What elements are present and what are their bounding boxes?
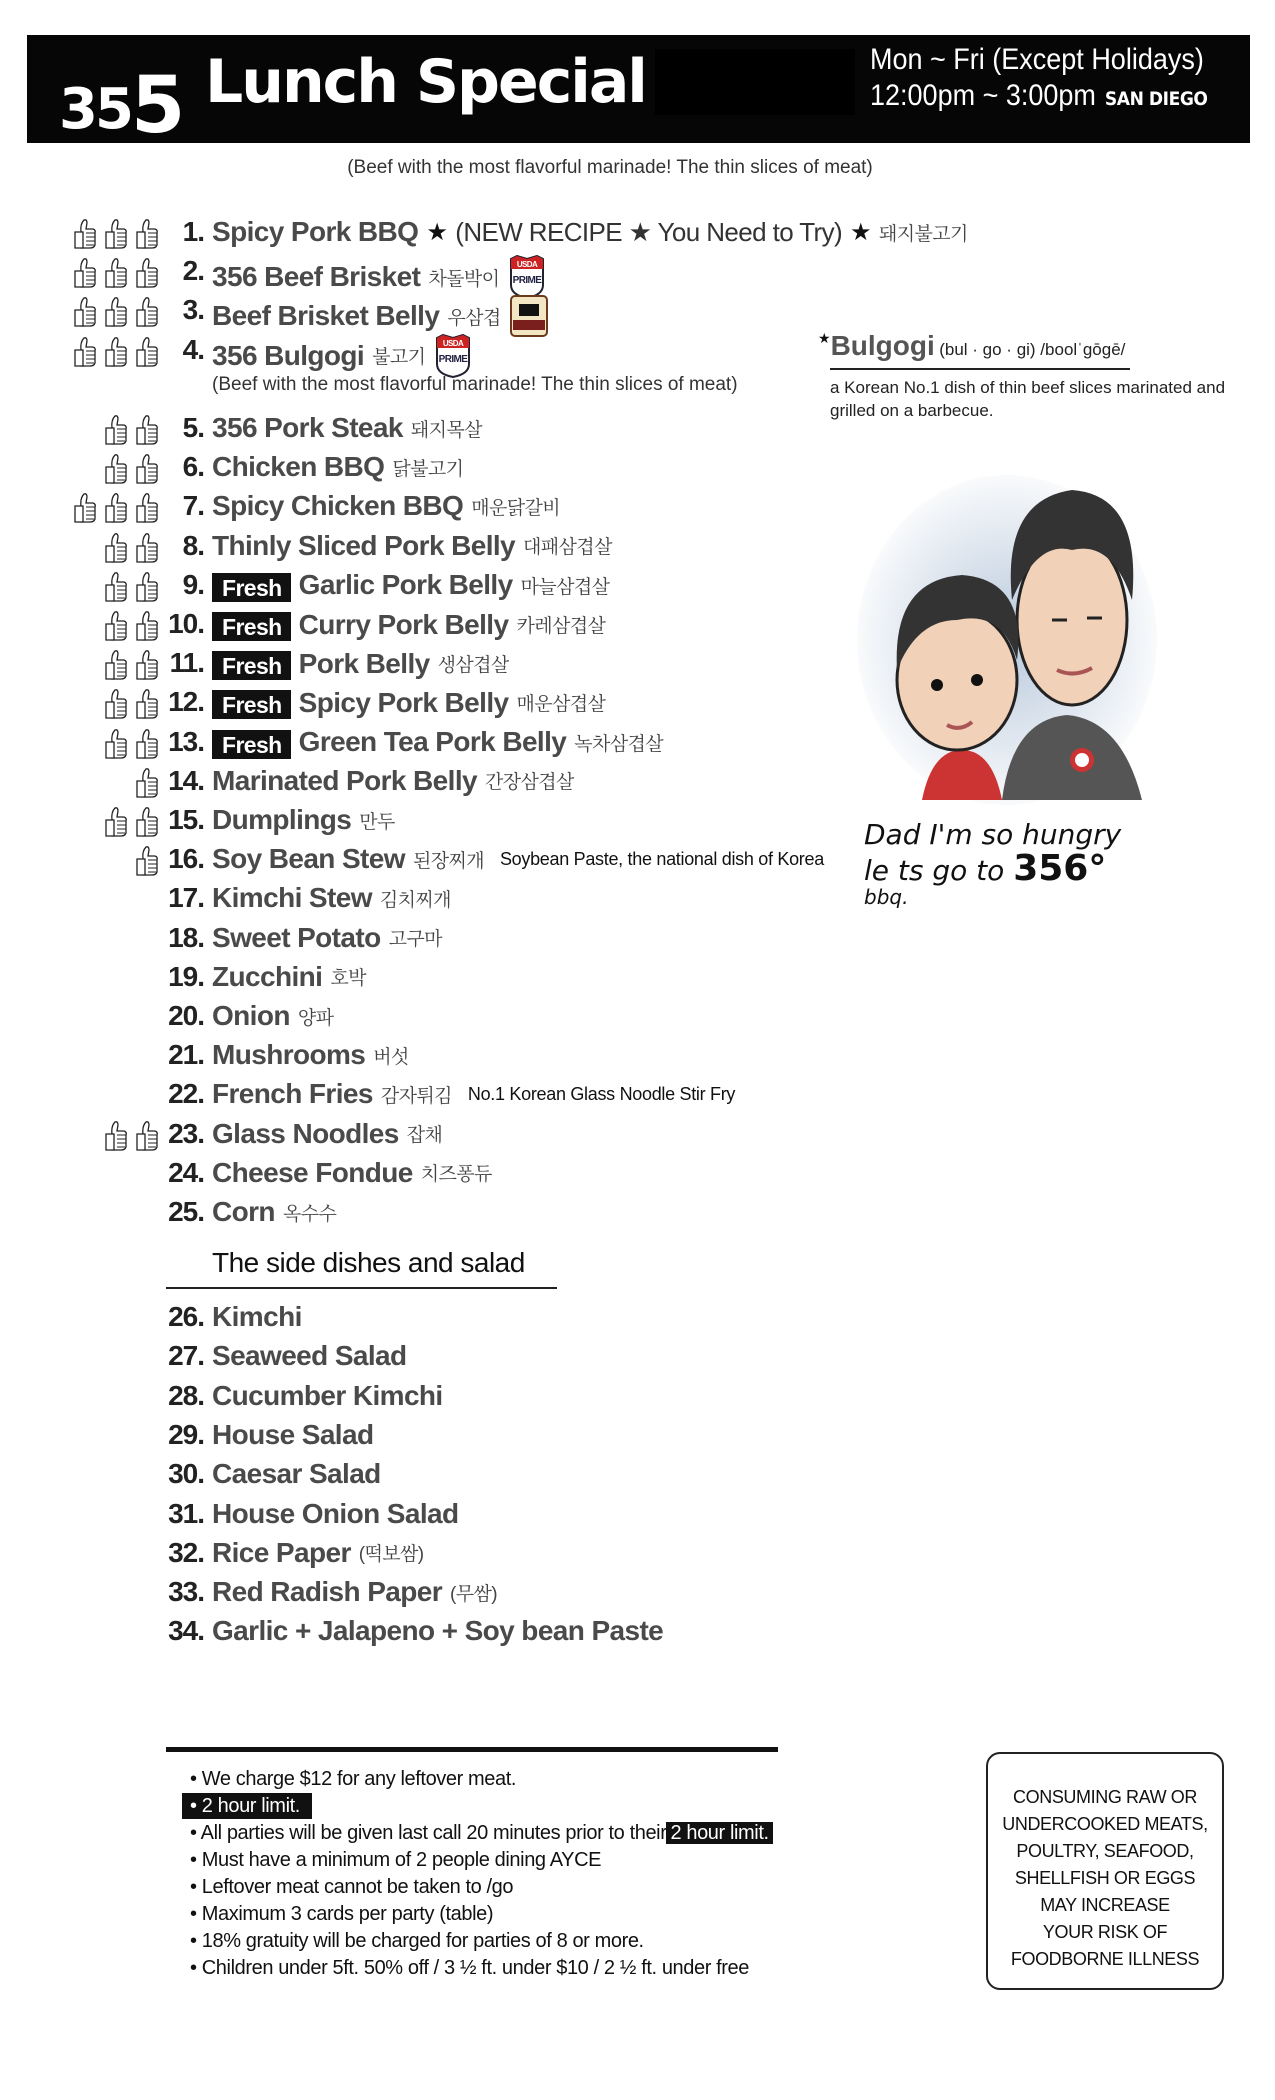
item-note: No.1 Korean Glass Noodle Stir Fry bbox=[467, 1083, 736, 1104]
item-text bbox=[212, 255, 547, 299]
item-number: 29. bbox=[168, 1418, 204, 1450]
handwritten-line: le ts go to bbox=[864, 854, 1005, 887]
handwritten-line: Dad I'm so hungry bbox=[864, 818, 1122, 851]
star-icon: ★ bbox=[426, 218, 448, 246]
menu-item bbox=[0, 216, 1275, 252]
thumbs-up-icon bbox=[134, 845, 160, 877]
rating-thumbs bbox=[60, 1080, 160, 1112]
rating-thumbs bbox=[60, 1198, 160, 1230]
side-item bbox=[0, 1537, 1275, 1573]
item-name: Corn bbox=[212, 1196, 275, 1227]
thumbs-up-icon bbox=[134, 571, 160, 603]
rating-thumbs bbox=[60, 610, 160, 642]
item-korean-name: 만두 bbox=[359, 811, 395, 833]
item-4-description: (Beef with the most flavorful marinade! The thin slices of meat) bbox=[212, 374, 738, 395]
side-item bbox=[0, 1576, 1275, 1612]
item-number: 33. bbox=[168, 1576, 204, 1608]
thumbs-up-icon bbox=[103, 492, 129, 524]
thumbs-up-icon bbox=[134, 532, 160, 564]
item-extra: (NEW RECIPE ★ You Need to Try) bbox=[455, 216, 843, 247]
thumbs-up-icon bbox=[134, 296, 160, 328]
item-korean-name: 호박 bbox=[330, 968, 366, 990]
item-name: French Fries bbox=[212, 1078, 373, 1110]
rule-item: • Must have a minimum of 2 people dining AYCE bbox=[190, 1849, 602, 1871]
divider bbox=[166, 1287, 557, 1289]
thumbs-up-icon bbox=[72, 492, 98, 524]
warning-line: SHELLFISH OR EGGS bbox=[1014, 1868, 1196, 1888]
side-item bbox=[0, 1380, 1275, 1416]
fresh-badge: Fresh bbox=[212, 651, 291, 680]
item-number: 9. bbox=[182, 568, 204, 600]
item-text bbox=[212, 569, 609, 602]
warning-line: MAY INCREASE bbox=[1040, 1895, 1170, 1915]
caricature-illustration bbox=[852, 470, 1162, 810]
item-korean-name: (무쌈) bbox=[450, 1583, 497, 1605]
rating-thumbs bbox=[60, 1120, 160, 1152]
item-text bbox=[212, 1039, 409, 1071]
item-korean-name: 김치찌개 bbox=[379, 889, 451, 911]
rating-thumbs bbox=[60, 728, 160, 760]
city-label: SAN DIEGO bbox=[1104, 88, 1208, 110]
item-text bbox=[212, 490, 560, 522]
thumbs-up-icon bbox=[134, 649, 160, 681]
item-number: 32. bbox=[168, 1536, 204, 1568]
menu-item bbox=[0, 255, 1275, 291]
item-korean-name: 대패삼겹살 bbox=[523, 537, 612, 559]
item-text bbox=[212, 412, 482, 444]
rating-thumbs bbox=[60, 845, 160, 877]
item-number: 10. bbox=[168, 608, 204, 639]
warning-line: POULTRY, SEAFOOD, bbox=[1016, 1841, 1194, 1861]
menu-item bbox=[0, 1000, 1275, 1036]
thumbs-up-icon bbox=[72, 218, 98, 250]
rating-thumbs bbox=[60, 1159, 160, 1191]
item-korean-name: 카레삼겹살 bbox=[516, 616, 606, 637]
item-text bbox=[212, 922, 442, 954]
item-number: 30. bbox=[168, 1458, 204, 1490]
item-name: Seaweed Salad bbox=[212, 1340, 407, 1372]
rating-thumbs bbox=[60, 924, 160, 956]
item-number: 14. bbox=[168, 764, 204, 796]
item-name: House Onion Salad bbox=[212, 1497, 459, 1529]
item-name: 356 Bulgogi bbox=[212, 339, 365, 371]
rating-thumbs bbox=[60, 649, 160, 681]
item-number: 1. bbox=[182, 216, 204, 247]
menu-item bbox=[0, 294, 1275, 330]
item-text bbox=[212, 608, 605, 641]
item-korean-name: (떡보쌈) bbox=[358, 1544, 424, 1566]
section-heading-sides: The side dishes and salad bbox=[212, 1247, 525, 1278]
thumbs-up-icon bbox=[134, 806, 160, 838]
rating-thumbs bbox=[60, 1041, 160, 1073]
rating-thumbs bbox=[60, 767, 160, 799]
item-name: Marinated Pork Belly bbox=[212, 764, 477, 796]
time-range: 12:00pm ~ 3:00pm bbox=[870, 79, 1096, 112]
item-name: House Salad bbox=[212, 1418, 374, 1450]
item-text bbox=[212, 765, 574, 797]
side-item bbox=[0, 1458, 1275, 1494]
item-name: Cheese Fondue bbox=[212, 1156, 413, 1188]
item-name: Dumplings bbox=[212, 804, 352, 835]
item-name: Sweet Potato bbox=[212, 921, 381, 953]
item-number: 3. bbox=[182, 294, 204, 326]
time-text bbox=[870, 79, 1208, 113]
item-name: Spicy Chicken BBQ bbox=[212, 490, 464, 522]
logo bbox=[59, 57, 183, 151]
item-text bbox=[212, 1157, 492, 1189]
fresh-badge: Fresh bbox=[212, 573, 291, 602]
item-number: 20. bbox=[168, 1000, 204, 1031]
thumbs-up-icon bbox=[134, 767, 160, 799]
item-text bbox=[212, 1078, 735, 1110]
item-name: Spicy Pork Belly bbox=[298, 686, 509, 718]
item-korean-name: 불고기 bbox=[372, 347, 426, 369]
thumbs-up-icon bbox=[72, 296, 98, 328]
item-number: 6. bbox=[182, 451, 204, 483]
svg-text:PRIME: PRIME bbox=[439, 353, 468, 365]
fresh-badge: Fresh bbox=[212, 730, 291, 759]
item-number: 22. bbox=[168, 1078, 204, 1110]
item-text bbox=[212, 216, 968, 248]
item-name: Onion bbox=[212, 1000, 290, 1031]
thumbs-up-icon bbox=[103, 1120, 129, 1152]
thumbs-up-icon bbox=[134, 492, 160, 524]
menu-item bbox=[0, 1157, 1275, 1193]
rating-thumbs bbox=[60, 296, 160, 328]
item-korean-name: 매운삼겹살 bbox=[516, 694, 606, 716]
item-korean-name: 돼지불고기 bbox=[878, 223, 968, 245]
item-number: 15. bbox=[168, 804, 204, 835]
item-name: 356 Pork Steak bbox=[212, 412, 403, 443]
item-korean-name: 마늘삼겹살 bbox=[520, 576, 610, 598]
handwritten-brand: 356° bbox=[1013, 848, 1107, 889]
item-text bbox=[212, 451, 463, 483]
divider bbox=[830, 368, 1130, 370]
handwritten-note bbox=[864, 818, 1184, 909]
side-item bbox=[0, 1615, 1275, 1651]
star-icon: ★ bbox=[850, 218, 871, 246]
rule-item: • Children under 5ft. 50% off / 3 ½ ft. under $10 / 2 ½ ft. under free bbox=[190, 1957, 749, 1979]
item-number: 13. bbox=[168, 725, 204, 757]
thumbs-up-icon bbox=[103, 453, 129, 485]
item-number: 27. bbox=[168, 1340, 204, 1372]
thumbs-up-icon bbox=[134, 257, 160, 289]
item-name: Red Radish Paper bbox=[212, 1576, 443, 1608]
item-name: Kimchi Stew bbox=[212, 882, 372, 914]
rating-thumbs bbox=[60, 218, 160, 250]
thumbs-up-icon bbox=[72, 257, 98, 289]
item-number: 28. bbox=[168, 1379, 204, 1411]
item-text bbox=[212, 1301, 302, 1333]
item-text bbox=[212, 1118, 442, 1150]
item-text bbox=[212, 530, 612, 562]
item-text bbox=[212, 1498, 459, 1530]
svg-text:USDA: USDA bbox=[517, 260, 538, 270]
menu-item bbox=[0, 1039, 1275, 1075]
item-korean-name: 간장삼겹살 bbox=[484, 772, 574, 794]
rating-thumbs bbox=[60, 336, 160, 368]
item-text bbox=[212, 804, 395, 836]
warning-line: UNDERCOOKED MEATS, bbox=[1002, 1814, 1208, 1834]
definition-body: a Korean No.1 dish of thin beef slices marinated and grilled on a barbecue. bbox=[830, 378, 1226, 420]
item-korean-name: 된장찌개 bbox=[412, 850, 484, 872]
thumbs-up-icon bbox=[134, 688, 160, 720]
item-name: Glass Noodles bbox=[212, 1117, 399, 1149]
item-number: 18. bbox=[168, 921, 204, 953]
item-number: 31. bbox=[168, 1497, 204, 1529]
menu-item bbox=[0, 1118, 1275, 1154]
item-number: 24. bbox=[168, 1156, 204, 1188]
item-name: Green Tea Pork Belly bbox=[298, 726, 567, 758]
rating-thumbs bbox=[60, 688, 160, 720]
subtitle: (Beef with the most flavorful marinade! The thin slices of meat) bbox=[347, 157, 873, 178]
rule-text: • All parties will be given last call 20 minutes prior to their bbox=[190, 1822, 667, 1844]
item-text bbox=[212, 1615, 663, 1647]
item-note: Soybean Paste, the national dish of Korea bbox=[499, 848, 824, 869]
item-korean-name: 닭불고기 bbox=[392, 458, 464, 480]
thumbs-up-icon bbox=[103, 571, 129, 603]
thumbs-up-icon bbox=[134, 610, 160, 642]
item-text bbox=[212, 334, 473, 378]
food-safety-warning bbox=[986, 1752, 1224, 1990]
thumbs-up-icon bbox=[134, 414, 160, 446]
item-text bbox=[212, 1340, 407, 1372]
thumbs-up-icon bbox=[103, 336, 129, 368]
page-title: Lunch Special bbox=[205, 47, 646, 117]
item-korean-name: 양파 bbox=[297, 1007, 334, 1029]
rule-item: • 18% gratuity will be charged for parties of 8 or more. bbox=[190, 1930, 644, 1952]
item-number: 25. bbox=[168, 1196, 204, 1227]
header-banner bbox=[27, 35, 1250, 151]
item-text bbox=[212, 1000, 333, 1032]
item-number: 11. bbox=[169, 647, 204, 679]
item-name: Spicy Pork BBQ bbox=[212, 216, 419, 247]
fresh-badge: Fresh bbox=[212, 612, 291, 641]
thumbs-up-icon bbox=[103, 806, 129, 838]
item-text bbox=[212, 1537, 423, 1569]
item-number: 8. bbox=[182, 529, 204, 561]
item-name: Cucumber Kimchi bbox=[212, 1379, 443, 1411]
thumbs-up-icon bbox=[134, 218, 160, 250]
side-item bbox=[0, 1419, 1275, 1455]
item-korean-name: 생삼겹살 bbox=[437, 655, 509, 677]
item-text bbox=[212, 1458, 381, 1490]
logo-digits: 35 bbox=[59, 77, 131, 142]
item-name: Beef Brisket Belly bbox=[212, 300, 440, 332]
item-text bbox=[212, 843, 824, 875]
divider bbox=[166, 1747, 778, 1752]
item-name: Rice Paper bbox=[212, 1536, 351, 1568]
rating-thumbs bbox=[60, 414, 160, 446]
item-text bbox=[212, 1576, 497, 1608]
item-number: 17. bbox=[168, 882, 204, 914]
rating-thumbs bbox=[60, 806, 160, 838]
item-text bbox=[212, 647, 509, 680]
item-name: Soy Bean Stew bbox=[212, 843, 405, 875]
item-korean-name: 우삼겹 bbox=[447, 307, 501, 329]
item-number: 7. bbox=[182, 490, 204, 522]
rule-item: • Leftover meat cannot be taken to /go bbox=[190, 1876, 514, 1898]
item-name: Chicken BBQ bbox=[212, 451, 385, 483]
item-name: Mushrooms bbox=[212, 1039, 366, 1071]
menu-item bbox=[0, 922, 1275, 958]
thumbs-up-icon bbox=[103, 296, 129, 328]
thumbs-up-icon bbox=[103, 688, 129, 720]
rule-item: • Maximum 3 cards per party (table) bbox=[190, 1903, 494, 1925]
item-korean-name: 치즈퐁듀 bbox=[420, 1164, 492, 1186]
item-text bbox=[212, 1196, 336, 1228]
thumbs-up-icon bbox=[134, 336, 160, 368]
redacted-box bbox=[655, 49, 855, 115]
item-number: 5. bbox=[182, 412, 204, 443]
thumbs-up-icon bbox=[134, 453, 160, 485]
item-korean-name: 매운닭갈비 bbox=[471, 497, 560, 519]
item-korean-name: 감자튀김 bbox=[380, 1085, 452, 1107]
item-text bbox=[212, 294, 549, 338]
item-korean-name: 버섯 bbox=[373, 1046, 409, 1068]
item-number: 12. bbox=[168, 686, 204, 718]
thumbs-up-icon bbox=[103, 257, 129, 289]
item-number: 21. bbox=[168, 1039, 204, 1071]
star-icon: ★ bbox=[818, 330, 831, 346]
fresh-badge: Fresh bbox=[212, 690, 291, 719]
item-text bbox=[212, 1419, 373, 1451]
thumbs-up-icon bbox=[103, 610, 129, 642]
rule-item: • We charge $12 for any leftover meat. bbox=[190, 1768, 517, 1790]
rating-thumbs bbox=[60, 453, 160, 485]
item-number: 4. bbox=[182, 333, 204, 365]
rule-item bbox=[190, 1820, 773, 1847]
side-item bbox=[0, 1340, 1275, 1376]
item-number: 23. bbox=[168, 1117, 204, 1149]
days-text: Mon ~ Fri (Except Holidays) bbox=[870, 43, 1204, 76]
item-name: Kimchi bbox=[212, 1301, 302, 1332]
thumbs-up-icon bbox=[103, 414, 129, 446]
item-name: Zucchini bbox=[212, 960, 323, 992]
thumbs-up-icon bbox=[134, 728, 160, 760]
definition-word: Bulgogi bbox=[830, 330, 935, 361]
definition-title bbox=[818, 330, 1125, 362]
item-name: Garlic + Jalapeno + Soy bean Paste bbox=[212, 1615, 664, 1647]
rating-thumbs bbox=[60, 492, 160, 524]
warning-line: CONSUMING RAW OR bbox=[1013, 1787, 1197, 1807]
item-number: 16. bbox=[168, 843, 204, 875]
warning-line: FOODBORNE ILLNESS bbox=[1010, 1949, 1200, 1969]
warning-line: YOUR RISK OF bbox=[1042, 1922, 1168, 1942]
item-name: Pork Belly bbox=[298, 647, 430, 679]
rating-thumbs bbox=[60, 963, 160, 995]
definition-pronunciation: (bul · go · gi) /boolˈgōgē/ bbox=[939, 340, 1126, 359]
side-item bbox=[0, 1498, 1275, 1534]
item-number: 19. bbox=[168, 960, 204, 992]
item-name: Curry Pork Belly bbox=[298, 608, 509, 640]
svg-text:PRIME: PRIME bbox=[513, 275, 542, 287]
thumbs-up-icon bbox=[134, 1120, 160, 1152]
logo-big-digit: 5 bbox=[130, 61, 183, 151]
item-text bbox=[212, 686, 605, 719]
menu-item bbox=[0, 1078, 1275, 1114]
rule-item bbox=[190, 1793, 773, 1820]
thumbs-up-icon bbox=[72, 336, 98, 368]
rating-thumbs bbox=[60, 884, 160, 916]
item-korean-name: 녹차삼겹살 bbox=[574, 733, 664, 755]
rating-thumbs bbox=[60, 257, 160, 289]
certified-angus-beef-badge-icon bbox=[509, 294, 549, 338]
thumbs-up-icon bbox=[103, 728, 129, 760]
highlight: • 2 hour limit. bbox=[182, 1793, 312, 1819]
highlight: 2 hour limit. bbox=[666, 1822, 772, 1844]
thumbs-up-icon bbox=[103, 218, 129, 250]
item-korean-name: 돼지목살 bbox=[410, 419, 482, 441]
menu-item bbox=[0, 1196, 1275, 1232]
menu-item bbox=[0, 961, 1275, 997]
side-item bbox=[0, 1301, 1275, 1337]
item-text bbox=[212, 961, 366, 993]
rating-thumbs bbox=[60, 571, 160, 603]
usda-prime-badge-icon bbox=[433, 334, 473, 378]
item-number: 2. bbox=[182, 255, 204, 287]
thumbs-up-icon bbox=[103, 649, 129, 681]
item-text bbox=[212, 726, 663, 759]
item-name: 356 Beef Brisket bbox=[212, 261, 421, 293]
item-name: Thinly Sliced Pork Belly bbox=[212, 529, 516, 561]
item-korean-name: 잡채 bbox=[406, 1125, 443, 1147]
thumbs-up-icon bbox=[103, 532, 129, 564]
item-number: 26. bbox=[168, 1301, 204, 1332]
item-name: Caesar Salad bbox=[212, 1458, 381, 1490]
item-name: Garlic Pork Belly bbox=[298, 569, 513, 601]
item-text bbox=[212, 882, 451, 914]
item-korean-name: 옥수수 bbox=[282, 1203, 337, 1225]
svg-text:USDA: USDA bbox=[443, 338, 464, 348]
usda-prime-badge-icon bbox=[507, 255, 547, 299]
house-rules bbox=[190, 1766, 773, 1982]
item-number: 34. bbox=[168, 1615, 204, 1647]
item-korean-name: 고구마 bbox=[388, 929, 442, 951]
rating-thumbs bbox=[60, 1002, 160, 1034]
item-text bbox=[212, 1380, 443, 1412]
rating-thumbs bbox=[60, 532, 160, 564]
item-korean-name: 차돌박이 bbox=[428, 268, 500, 290]
handwritten-line: bbq. bbox=[864, 885, 909, 909]
